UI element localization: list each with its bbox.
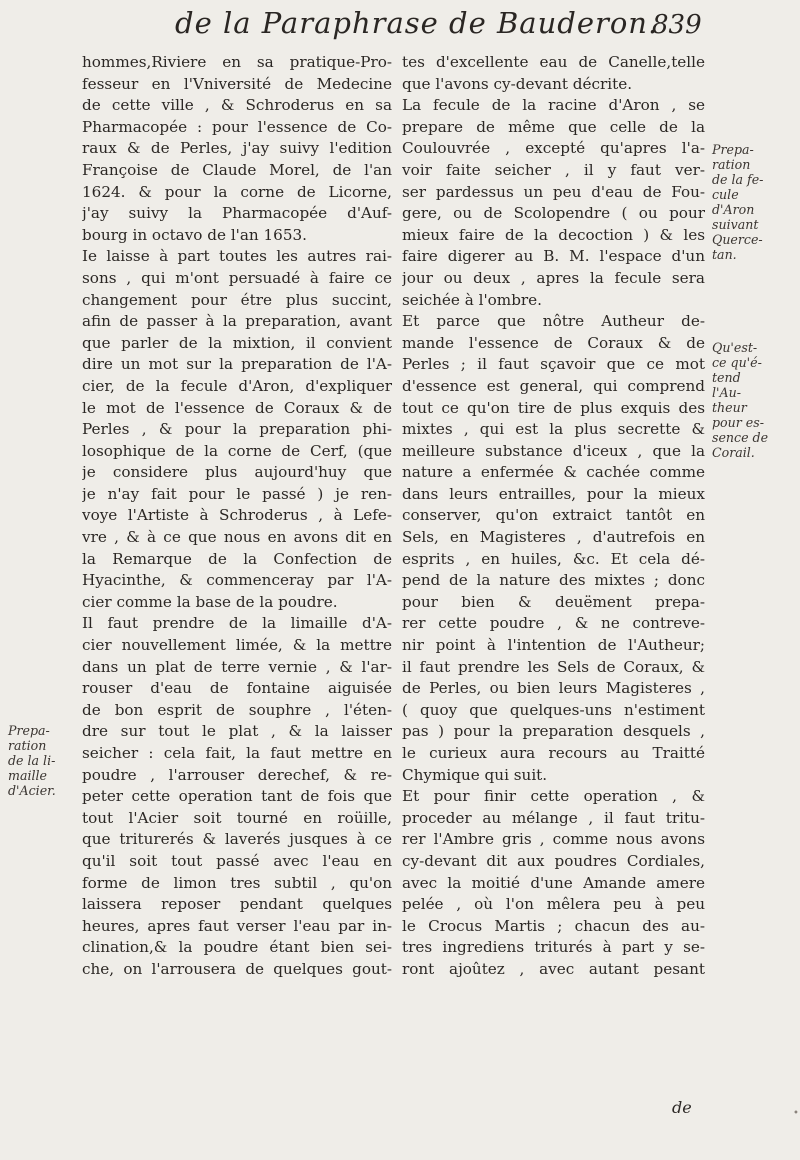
text-line: voir faite seicher , il y faut ver- [402, 160, 705, 179]
text-line: tes d'excellente eau de Canelle,telle [402, 53, 705, 71]
text-line: Sels, en Magisteres , d'autrefois en [402, 528, 705, 547]
text-line: changement pour étre plus succint, [82, 290, 392, 309]
text-line: pour bien & deuëment prepa- [402, 592, 705, 611]
text-line: Et parce que nôtre Autheur de- [402, 312, 705, 331]
text-line: bourg in octavo de l'an 1653. [82, 225, 307, 244]
margin-note-line: ration [8, 738, 47, 753]
text-line: tout l'Acier soit tourné en roüille, [82, 808, 392, 827]
text-line: le mot de l'essence de Coraux & de [82, 398, 392, 417]
margin-note-line: de la fe- [712, 172, 764, 187]
margin-note-left [8, 723, 56, 798]
text-line: Il faut prendre de la limaille d'A- [82, 614, 392, 633]
text-line: rer cette poudre , & ne contreve- [402, 614, 705, 633]
text-line: meilleure substance d'iceux , que la [402, 441, 705, 460]
text-line: je considere plus aujourd'huy que [82, 463, 392, 482]
margin-note-right-middle [712, 340, 768, 460]
text-line: laissera reposer pendant quelques [82, 895, 392, 914]
text-line: d'essence est general, qui comprend [402, 376, 705, 395]
text-line: vre , & à ce que nous en avons dit en [82, 528, 392, 547]
text-line: que l'avons cy-devant décrite. [402, 74, 633, 93]
margin-note-line: Querce- [712, 232, 763, 247]
text-line: Françoise de Claude Morel, de l'an [82, 160, 392, 179]
text-line: forme de limon tres subtil , qu'on [82, 873, 392, 892]
text-line: faire digerer au B. M. l'espace d'un [402, 247, 705, 266]
margin-note-line: tend [712, 370, 741, 385]
text-line: mixtes , qui est la plus secrette & [402, 420, 705, 439]
text-line: ( quoy que quelques-uns n'estiment [402, 700, 705, 719]
margin-note-line: pour es- [712, 415, 764, 430]
text-line: seicher : cela fait, la faut mettre en [82, 744, 392, 762]
text-line: tres ingrediens triturés à part y se- [402, 938, 705, 957]
text-line: prepare de même que celle de la [402, 117, 705, 136]
text-line: che, on l'arrousera de quelques gout- [82, 959, 392, 978]
text-line: gere, ou de Scolopendre ( ou pour [402, 204, 705, 223]
corner-mark: • [793, 1108, 799, 1119]
text-line: j'ay suivy la Pharmacopée d'Auf- [82, 204, 392, 223]
margin-note-line: maille [8, 768, 47, 783]
margin-note-line: Corail. [712, 445, 755, 460]
text-line: Pharmacopée : pour l'essence de Co- [82, 117, 392, 136]
text-line: que parler de la mixtion, il convient [82, 333, 392, 352]
text-line: 1624. & pour la corne de Licorne, [82, 182, 392, 201]
text-line: La fecule de la racine d'Aron , se [402, 96, 705, 115]
text-line: Perles , & pour la preparation phi- [82, 420, 392, 439]
text-line: proceder au mélange , il faut tritu- [402, 808, 705, 827]
text-line: raux & de Perles, j'ay suivy l'edition [82, 139, 392, 158]
text-line: ront ajoûtez , avec autant pesant [402, 959, 705, 978]
text-line: peter cette operation tant de fois que [82, 787, 392, 806]
text-line: esprits , en huiles, &c. Et cela dé- [402, 549, 705, 568]
margin-note-line: l'Au- [712, 385, 741, 400]
text-line: pend de la nature des mixtes ; donc [402, 571, 705, 590]
margin-note-line: de la li- [8, 753, 56, 768]
text-line: dans un plat de terre vernie , & l'ar- [82, 657, 392, 676]
text-line: pas ) pour la preparation desquels , [402, 722, 705, 741]
text-line: nature a enfermée & cachée comme [402, 463, 705, 482]
text-line: Ie laisse à part toutes les autres rai- [82, 247, 392, 266]
text-line: Coulouvrée , excepté qu'apres l'a- [402, 139, 705, 158]
text-line: Et pour finir cette operation , & [402, 787, 705, 806]
text-line: Chymique qui suit. [402, 765, 548, 784]
text-line: jour ou deux , apres la fecule sera [402, 268, 705, 287]
text-line: rer l'Ambre gris , comme nous avons [402, 830, 705, 849]
text-line: heures, apres faut verser l'eau par in- [82, 916, 392, 935]
text-line: mande l'essence de Coraux & de [402, 333, 705, 352]
text-line: avec la moitié d'une Amande amere [402, 873, 705, 892]
text-line: sons , qui m'ont persuadé à faire ce [82, 268, 392, 287]
text-line: dans leurs entrailles, pour la mieux [402, 484, 705, 503]
text-line: le Crocus Martis ; chacun des au- [402, 916, 705, 935]
text-line: le curieux aura recours au Traitté [402, 744, 705, 762]
margin-note-right-top [712, 142, 763, 262]
text-line: cy-devant dit aux poudres Cordiales, [402, 851, 705, 870]
text-line: de bon esprit de souphre , l'éten- [82, 700, 392, 719]
text-line: il faut prendre les Sels de Coraux, & [402, 657, 705, 676]
margin-note-line: Prepa- [712, 142, 754, 157]
text-line: cier nouvellement limée, & la mettre [82, 636, 392, 655]
text-line: dre sur tout le plat , & la laisser [82, 722, 392, 741]
text-line: fesseur en l'Vniversité de Medecine [82, 74, 392, 93]
margin-note-line: suivant [712, 217, 759, 232]
page-number: 839 [652, 10, 702, 40]
margin-note-line: tan. [712, 247, 737, 262]
margin-note-line: d'Acier. [8, 783, 56, 798]
text-line: Perles ; il faut sçavoir que ce mot [402, 355, 705, 374]
text-line: dire un mot sur la preparation de l'A- [82, 355, 392, 374]
text-line: Hyacinthe, & commenceray par l'A- [82, 571, 392, 590]
right-text-column [402, 52, 705, 981]
text-line: losophique de la corne de Cerf, (que [82, 441, 392, 460]
text-line: mieux faire de la decoction ) & les [402, 225, 705, 244]
text-line: je n'ay fait pour le passé ) je ren- [82, 484, 392, 503]
text-line: cier comme la base de la poudre. [82, 592, 338, 611]
text-line: cier, de la fecule d'Aron, d'expliquer [82, 376, 392, 395]
text-line: la Remarque de la Confection de [82, 549, 392, 568]
text-line: tout ce qu'on tire de plus exquis des [402, 398, 705, 417]
text-line: que triturerés & laverés jusques à ce [82, 830, 392, 849]
text-line: poudre , l'arrouser derechef, & re- [82, 765, 392, 784]
margin-note-line: ration [712, 157, 751, 172]
text-line: voye l'Artiste à Schroderus , à Lefe- [82, 506, 392, 525]
text-line: qu'il soit tout passé avec l'eau en [82, 851, 392, 870]
text-line: de Perles, ou bien leurs Magisteres , [402, 679, 705, 698]
margin-note-line: theur [712, 400, 747, 415]
text-line: rouser d'eau de fontaine aiguisée [82, 679, 392, 698]
text-line: conserver, qu'on extraict tantôt en [402, 506, 705, 525]
text-line: seichée à l'ombre. [402, 290, 542, 309]
text-line: pelée , où l'on mêlera peu à peu [402, 895, 705, 914]
text-line: hommes,Riviere en sa pratique-Pro- [82, 53, 392, 71]
text-line: clination,& la poudre étant bien sei- [82, 938, 392, 957]
margin-note-line: Prepa- [8, 723, 50, 738]
catchword: de [672, 1098, 692, 1117]
left-text-column [82, 52, 392, 981]
margin-note-line: ce qu'é- [712, 355, 762, 370]
text-line: de cette ville , & Schroderus en sa [82, 96, 392, 115]
running-head: de la Paraphrase de Bauderon. [175, 6, 659, 40]
text-line: nir point à l'intention de l'Autheur; [402, 636, 705, 655]
margin-note-line: Qu'est- [712, 340, 758, 355]
margin-note-line: d'Aron [712, 202, 755, 217]
text-line: ser pardessus un peu d'eau de Fou- [402, 182, 705, 201]
margin-note-line: cule [712, 187, 739, 202]
text-line: afin de passer à la preparation, avant [82, 312, 392, 331]
margin-note-line: sence de [712, 430, 769, 445]
